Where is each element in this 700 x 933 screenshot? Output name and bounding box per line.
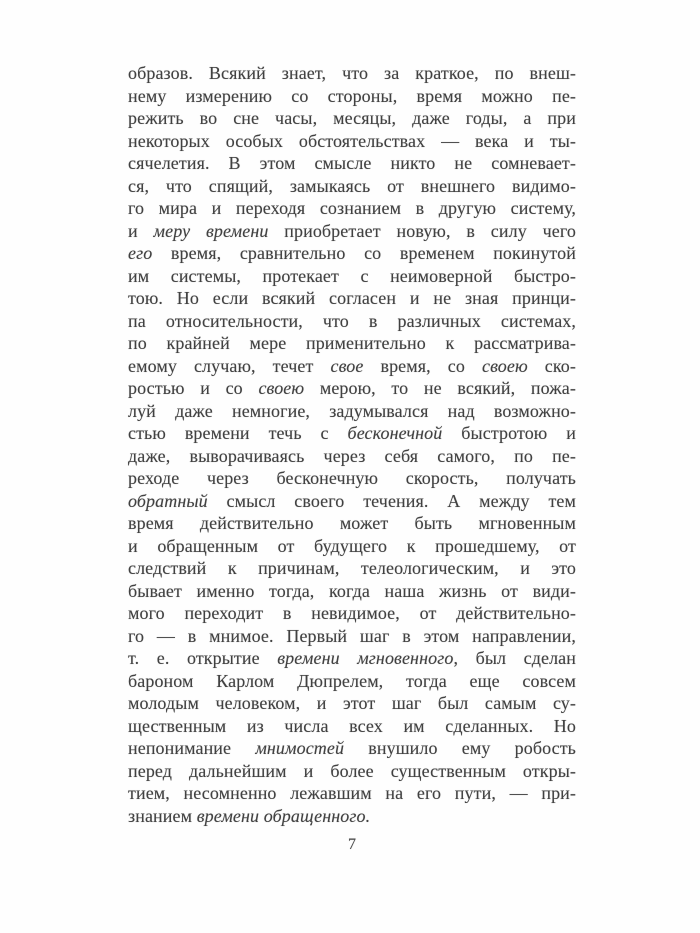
text-line: [128, 422, 576, 445]
text-segment: по крайней мере применительно к рассматрива-: [128, 333, 576, 353]
text-segment: бароном Карлом Дюпрелем, тогда еще совсем: [128, 670, 576, 691]
text-segment: молодым человеком, и этот шаг был самым су-: [128, 693, 576, 713]
text-segment: смысл своего течения. А между тем: [207, 490, 576, 511]
text-line: [128, 602, 576, 625]
text-line: [128, 197, 576, 220]
italic-text-segment: обратный: [128, 490, 208, 511]
text-segment: мого переходит в невидимое, от действительно-: [128, 603, 576, 623]
text-segment: знанием: [128, 805, 197, 826]
text-segment: нему измерению со стороны, время можно пе-: [128, 85, 576, 106]
text-segment: тою. Но если всякий согласен и не зная принци-: [128, 288, 576, 308]
text-segment: следствий к причинам, телеологическим, и это: [128, 558, 576, 578]
text-segment: луй даже немногие, задумывался над возможно-: [128, 400, 576, 421]
text-line: [128, 332, 576, 355]
text-segment: режить во сне часы, месяцы, даже годы, а при: [128, 108, 576, 128]
page-number: 7: [348, 836, 356, 853]
text-line: [128, 535, 576, 558]
text-line: [128, 152, 576, 175]
text-segment: тием, несомненно лежавшим на его пути, — при-: [128, 783, 576, 803]
text-line: [128, 265, 576, 288]
text-segment: па относительности, что в различных системах,: [128, 310, 576, 331]
text-segment: ся, что спящий, замыкаясь от внешнего видимо-: [128, 175, 576, 196]
text-line: [128, 107, 576, 130]
text-segment: время действительно может быть мгновенным: [128, 513, 576, 533]
text-line: [128, 242, 576, 265]
text-segment: ско-: [527, 355, 576, 376]
text-line: [128, 310, 576, 333]
text-segment: быстротою и: [442, 423, 576, 443]
text-segment: го мира и переходя сознанием в другую систему,: [128, 198, 576, 218]
text-line: [128, 490, 576, 513]
text-line: [128, 782, 576, 805]
text-segment: им системы, протекает с неимоверной быстро-: [128, 265, 576, 286]
text-line: [128, 760, 576, 783]
text-segment: некоторых особых обстоятельствах — века и ты-: [128, 130, 576, 151]
text-line: [128, 715, 576, 738]
text-line: [128, 130, 576, 153]
text-line: [128, 647, 576, 670]
text-line: [128, 580, 576, 603]
text-line: [128, 377, 576, 400]
text-line: [128, 85, 576, 108]
page-text: [128, 62, 576, 827]
text-segment: щественным из числа всех им сделанных. Но: [128, 715, 576, 736]
text-line: [128, 445, 576, 468]
text-segment: сячелетия. В этом смысле никто не сомневает-: [128, 153, 576, 173]
italic-text-segment: меру времени: [153, 220, 269, 241]
text-segment: даже, выворачиваясь через себя самого, по пе-: [128, 445, 576, 466]
text-line: [128, 220, 576, 243]
text-line: [128, 62, 576, 85]
italic-text-segment: своею: [258, 378, 305, 398]
text-segment: внушило ему робость: [344, 738, 576, 758]
text-segment: приобретает новую, в силу чего: [268, 220, 576, 241]
text-line: [128, 175, 576, 198]
text-segment: стью времени течь с: [128, 423, 348, 443]
text-line: [128, 670, 576, 693]
text-segment: ростью и со: [128, 378, 259, 398]
text-line: [128, 355, 576, 378]
text-segment: , был сделан: [453, 648, 576, 668]
text-segment: емому случаю, течет: [128, 355, 331, 376]
text-segment: бывает именно тогда, когда наша жизнь от види-: [128, 580, 576, 601]
text-segment: образов. Всякий знает, что за краткое, по внеш-: [128, 63, 576, 83]
italic-text-segment: времени обращенного.: [196, 805, 371, 826]
text-segment: и обращенным от будущего к прошедшему, от: [128, 535, 576, 556]
italic-text-segment: бесконечной: [347, 423, 443, 443]
text-line: [128, 287, 576, 310]
italic-text-segment: времени мгновенного: [277, 648, 454, 668]
text-segment: время, сравнительно со временем покинутой: [152, 243, 576, 263]
text-segment: мерою, то не всякий, пожа-: [304, 378, 576, 398]
text-segment: и: [128, 220, 154, 241]
text-line: [128, 692, 576, 715]
italic-text-segment: его: [128, 243, 153, 263]
italic-text-segment: свое: [330, 355, 364, 376]
text-line: [128, 625, 576, 648]
text-line: [128, 400, 576, 423]
text-segment: го — в мнимое. Первый шаг в этом направлении,: [128, 625, 576, 646]
italic-text-segment: мнимостей: [255, 738, 345, 758]
text-segment: время, со: [363, 355, 482, 376]
text-line: [128, 467, 576, 490]
text-segment: непонимание: [128, 738, 256, 758]
text-line: [128, 557, 576, 580]
italic-text-segment: своею: [481, 355, 528, 376]
text-segment: перед дальнейшим и более существенным откры-: [128, 760, 576, 781]
text-line: [128, 805, 576, 828]
text-segment: реходе через бесконечную скорость, получать: [128, 468, 576, 488]
text-segment: т. е. открытие: [128, 648, 278, 668]
text-line: [128, 737, 576, 760]
text-line: [128, 512, 576, 535]
